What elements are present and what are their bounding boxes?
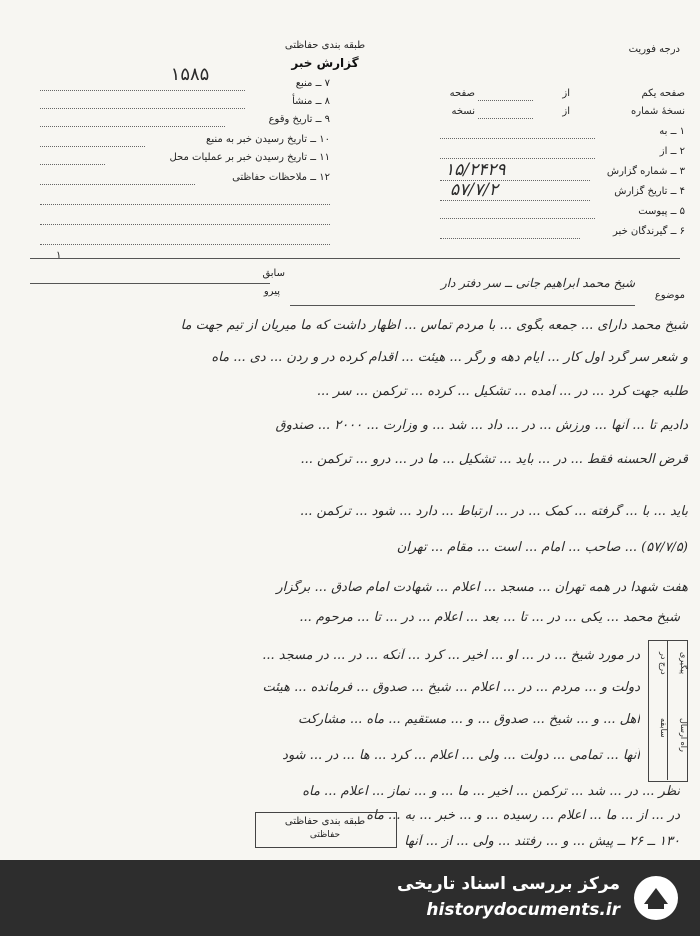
side-stamp-record: سابقه — [659, 718, 668, 738]
handwritten-serial-number: ۱۵۸۵ — [170, 64, 210, 85]
body-line: باید ... با ... گرفته ... کمک ... در ... ارتباط ... دارد ... شود ... ترکمن ... — [300, 504, 688, 519]
body-line: قرض الحسنه فقط ... در ... باید ... تشکیل ... ما در ... درو ... ترکمن ... — [300, 452, 688, 467]
page-of-label: از — [562, 88, 570, 99]
previous-label: سابق — [262, 268, 285, 279]
body-line: ۱۳۰ ــ ۲۶ ــ پیش ... و ... رفتند ... ولی ... از ... آنها — [404, 834, 680, 849]
security-notes-label: ۱۲ ــ ملاحظات حفاظتی — [232, 172, 330, 183]
origin-label: ۸ ــ منشأ — [292, 96, 330, 107]
subject-label: موضوع — [654, 290, 685, 301]
previous-line — [30, 283, 270, 284]
classification-label: طبقه بندی حفاظتی — [284, 40, 366, 51]
body-line: شیخ محمد دارای ... جمعه بگوی ... با مردم تماس ... اظهار داشت که ما میریان از تیم جهت ما — [180, 318, 688, 333]
news-arrival-date-label: ۱۰ ــ تاریخ رسیدن خبر به منبع — [206, 134, 330, 145]
classification-stamp-text: طبقه بندی حفاظتی — [284, 816, 366, 827]
copy-number-label: نسخهٔ شماره — [631, 106, 685, 117]
to-label: ۱ ــ به — [659, 126, 685, 137]
archive-logo-icon — [632, 874, 680, 922]
header-divider — [30, 258, 680, 259]
recipients-label: ۶ ــ گیرندگان خبر — [613, 226, 685, 237]
archive-footer — [0, 860, 700, 936]
copy-end-label: نسخه — [451, 106, 475, 117]
body-line: هفت شهدا در همه تهران ... مسجد ... اعلام ... شهادت امام صادق ... برگزار — [276, 580, 688, 595]
operations-arrival-date-label: ۱۱ ــ تاریخ رسیدن خبر بر عملیات محل — [169, 152, 330, 163]
mark-one: ۱ — [56, 250, 62, 261]
report-date-label: ۴ ــ تاریخ گزارش — [614, 186, 685, 197]
copy-of-label: از — [562, 106, 570, 117]
subject-handwritten: شیخ محمد ابراهیم جانی ــ سر دفتر دار — [440, 276, 635, 290]
body-line: دولت و ... مردم ... در ... اعلام ... شیخ ... صدوق ... فرمانده ... هیئت — [262, 680, 640, 695]
body-line: نظر ... در ... شد ... ترکمن ... اخیر ... ما ... و ... نماز ... اعلام ... ماه — [302, 784, 680, 799]
page-end-label: صفحه — [449, 88, 475, 99]
side-stamp-followup: پیگیری — [679, 652, 688, 675]
archive-title: مرکز بررسی اسناد تاریخی — [397, 874, 620, 894]
body-line: طلبه جهت کرد ... در ... آمده ... تشکیل ... کرده ... ترکمن ... سر ... — [316, 384, 688, 399]
archive-url: historydocuments.ir — [426, 900, 620, 920]
body-line: (۵۷/۷/۵) ... صاحب ... امام ... است ... مقام ... تهران — [396, 540, 688, 555]
body-line: اهل ... و ... شیخ ... صدوق ... و ... مستقیم ... ماه ... مشارکت — [297, 712, 640, 727]
body-line: دادیم تا ... آنها ... ورزش ... در ... داد ... شد ... و وزارت ... ۲۰۰۰ ... صندوق — [275, 418, 688, 433]
priority-label: درجه فوریت — [628, 44, 680, 55]
side-stamp-route: راه ارسال — [679, 718, 688, 752]
attachment-label: ۵ ــ پیوست — [638, 206, 685, 217]
report-number-label: ۳ ــ شماره گزارش — [606, 166, 685, 177]
subject-underline — [290, 305, 635, 306]
follow-up-label: پیرو — [263, 286, 280, 297]
page-number-label: صفحه یکم — [641, 88, 685, 99]
classification-stamp-subtext: حفاظتی — [309, 830, 341, 840]
body-line: در مورد شیخ ... در ... او ... اخیر ... کرد ... آنکه ... در ... در مسجد ... — [262, 648, 640, 663]
source-label: ۷ ــ منبع — [295, 78, 330, 89]
form-title: گزارش خبر — [291, 56, 359, 70]
side-stamp-entry: درج در — [659, 652, 668, 675]
from-label: ۲ ــ از — [659, 146, 685, 157]
body-line: شیخ محمد ... یکی ... در ... تا ... بعد ... اعلام ... در ... تا ... مرحوم ... — [299, 610, 680, 625]
occurrence-date-label: ۹ ــ تاریخ وقوع — [268, 114, 330, 125]
body-line: آنها ... تمامی ... دولت ... ولی ... اعلام ... کرد ... ها ... در ... شود — [282, 748, 640, 763]
body-line: در ... از ... ما ... اعلام ... رسیده ... و ... خبر ... به ... ماه — [366, 808, 680, 823]
body-line: و شعر سر گرد اول کار ... ایام دهه و رگر ... هیئت ... اقدام کرده در و ردن ... دی ... ماه — [211, 350, 688, 365]
handwritten-report-number: ۱۵/۲۴۲۹ — [445, 160, 506, 180]
handwritten-report-date: ۵۷/۷/۲ — [450, 180, 498, 200]
